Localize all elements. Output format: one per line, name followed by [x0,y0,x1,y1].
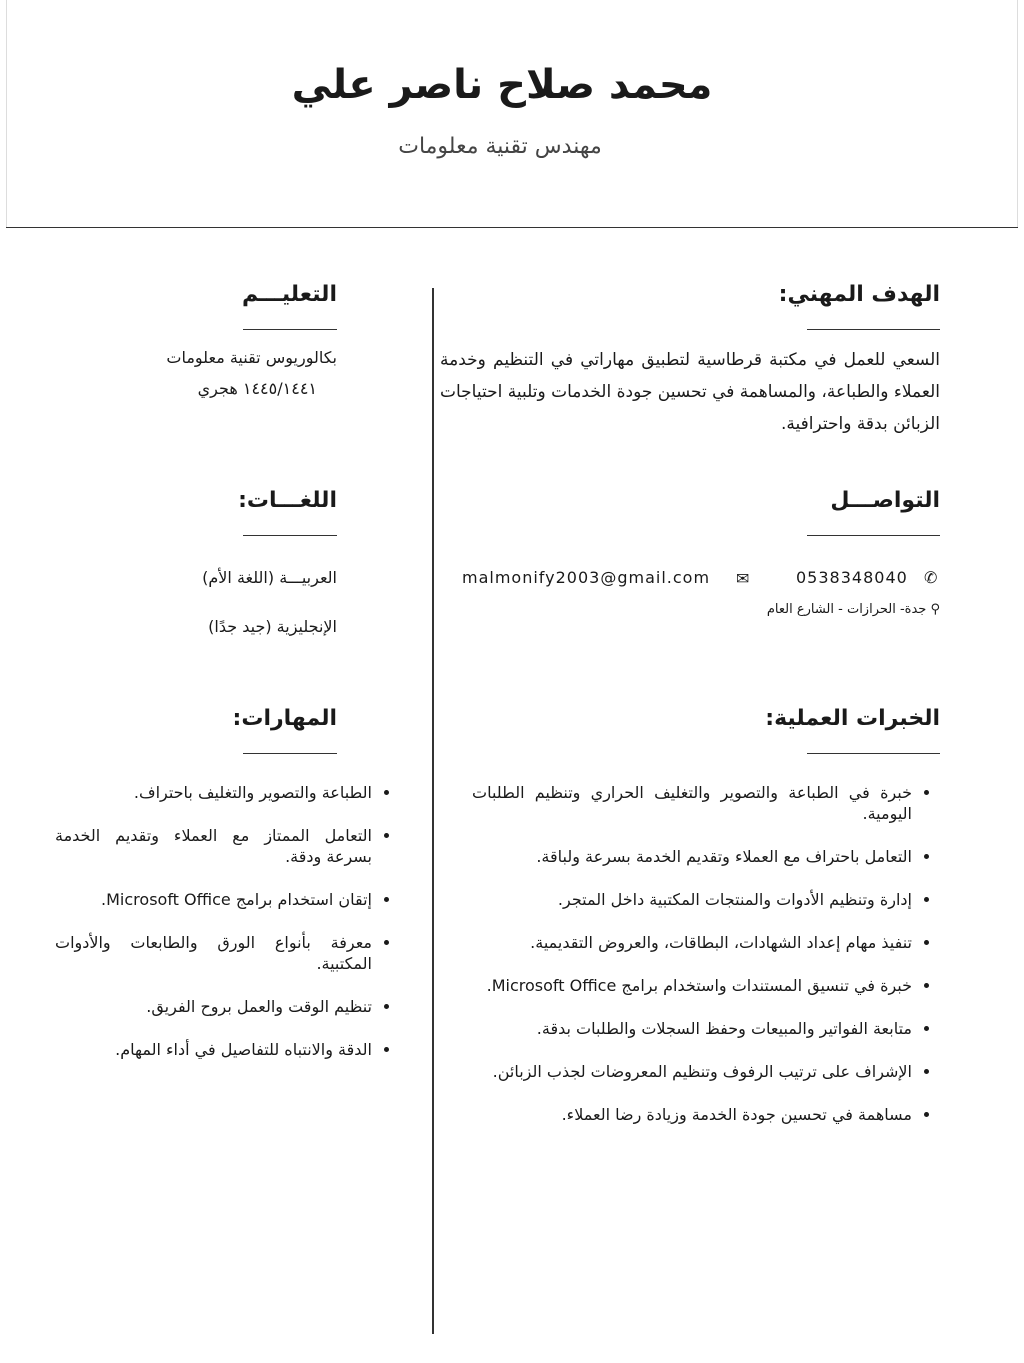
experience-item: • خبرة في تنسيق المستندات واستخدام برامج Microsoft Office. [472,975,912,996]
languages-heading: اللغـــات: [238,488,337,513]
experience-heading: الخبرات العملية: [765,706,940,731]
languages-section [55,488,337,636]
address-text: جدة- الحرازات - الشارع العام [766,602,927,617]
candidate-name: محمد صلاح ناصر علي [291,62,713,108]
header-divider [6,227,1018,228]
page-edge-left [6,0,7,228]
skill-item: • معرفة بأنواع الورق والطابعات والأدوات المكتبية. [55,932,372,974]
experience-section [440,706,940,1147]
experience-item: • تنفيذ مهام إعداد الشهادات، البطاقات، والعروض التقديمية. [472,932,912,953]
language-item: العربيـــة (اللغة الأم) [202,568,337,587]
education-section [55,282,337,398]
skill-item: • إتقان استخدام برامج Microsoft Office. [55,889,372,910]
skills-section [55,706,400,1082]
heading-underline [807,329,940,330]
contact-heading: التواصـــل [830,488,940,513]
page-edge-right [1017,0,1018,228]
skill-item: • الدقة والانتباه للتفاصيل في أداء المهام. [55,1039,372,1060]
heading-underline [807,535,940,536]
email-text[interactable]: malmonify2003@gmail.com [462,568,711,587]
experience-item: • التعامل باحتراف مع العملاء وتقديم الخدمة بسرعة ولباقة. [472,846,912,867]
heading-underline [807,753,940,754]
heading-underline [243,753,337,754]
skill-item: • تنظيم الوقت والعمل بروح الفريق. [55,996,372,1017]
envelope-icon: ✉ [736,569,751,588]
objective-section [440,282,940,440]
phone-text[interactable]: 0538348040 [796,568,908,587]
address-row [640,602,940,617]
experience-item: • الإشراف على ترتيب الرفوف وتنظيم المعروضات لجذب الزبائن. [472,1061,912,1082]
experience-item: • متابعة الفواتير والمبيعات وحفظ السجلات والطلبات بدقة. [472,1018,912,1039]
phone-icon: ✆ [924,568,939,587]
education-degree: بكالوريوس تقنية معلومات [166,348,337,367]
education-years: ١٤٤٥/١٤٤١ هجري [197,379,317,398]
skill-item: • الطباعة والتصوير والتغليف باحتراف. [55,782,372,803]
experience-item: • خبرة في الطباعة والتصوير والتغليف الحراري وتنظيم الطلبات اليومية. [472,782,912,824]
job-title: مهندس تقنية معلومات [398,134,602,159]
contact-heading-block [807,488,940,536]
education-heading: التعليـــم [242,282,337,307]
objective-heading: الهدف المهني: [778,282,940,307]
column-divider [432,288,434,1334]
experience-item: • إدارة وتنظيم الأدوات والمنتجات المكتبية داخل المتجر. [472,889,912,910]
skills-heading: المهارات: [232,706,337,731]
language-item: الإنجليزية (جيد جدًا) [208,617,337,636]
heading-underline [243,329,337,330]
skill-item: • التعامل الممتاز مع العملاء وتقديم الخدمة بسرعة ودقة. [55,825,372,867]
experience-item: • مساهمة في تحسين جودة الخدمة وزيادة رضا العملاء. [472,1104,912,1125]
heading-underline [243,535,337,536]
location-pin-icon: ⚲ [930,602,940,617]
objective-text: السعي للعمل في مكتبة قرطاسية لتطبيق مهاراتي في التنظيم وخدمة العملاء والطباعة، والمساهمة في تحسين جودة الخدمات وتلبية احتياجات الزبائن بدقة واحترافية. [439,350,940,434]
